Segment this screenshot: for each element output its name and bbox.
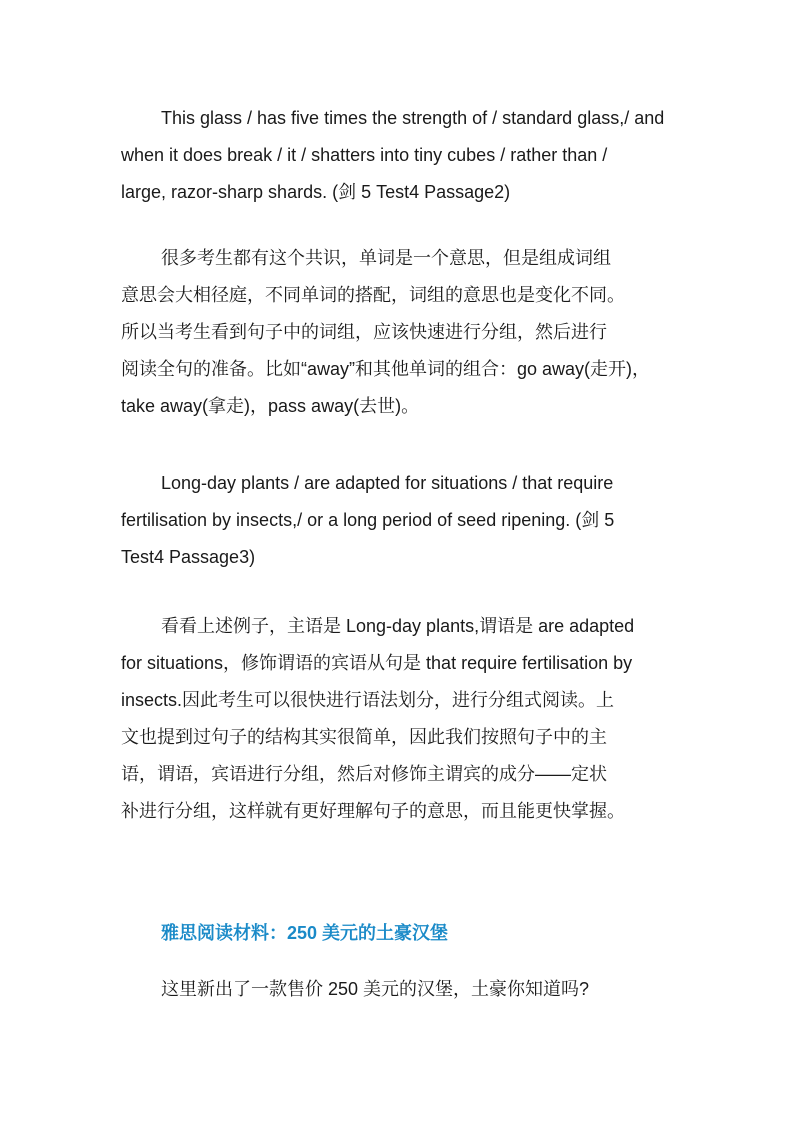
paragraph-phrase-grouping xyxy=(121,240,691,425)
text-line: 补进行分组，这样就有更好理解句子的意思，而且能更快掌握。 xyxy=(121,801,625,821)
text-line: Test4 Passage3) xyxy=(121,547,256,567)
section-heading: 雅思阅读材料：250 美元的土豪汉堡 xyxy=(161,923,449,943)
text-line: 文也提到过句子的结构其实很简单，因此我们按照句子中的主 xyxy=(121,727,607,747)
text-line: 很多考生都有这个共识，单词是一个意思，但是组成词组 xyxy=(161,248,611,268)
paragraph-burger-intro xyxy=(121,971,691,1008)
text-line: This glass / has five times the strength of / standard glass,/ and xyxy=(161,108,665,128)
text-line: insects.因此考生可以很快进行语法划分，进行分组式阅读。上 xyxy=(121,690,615,710)
text-line: fertilisation by insects,/ or a long period of seed ripening. (剑 5 xyxy=(121,510,615,530)
text-line: 意思会大相径庭，不同单词的搭配，词组的意思也是变化不同。 xyxy=(121,285,625,305)
text-line: when it does break / it / shatters into tiny cubes / rather than / xyxy=(121,145,608,165)
paragraph-analysis xyxy=(121,608,691,830)
text-line: Long-day plants / are adapted for situations / that require xyxy=(161,473,614,493)
text-line: take away(拿走)，pass away(去世)。 xyxy=(121,396,420,416)
text-line: 看看上述例子，主语是 Long-day plants,谓语是 are adapted xyxy=(161,616,635,636)
text-line: 这里新出了一款售价 250 美元的汉堡，土豪你知道吗? xyxy=(161,979,590,999)
text-line: 语，谓语，宾语进行分组，然后对修饰主谓宾的成分——定状 xyxy=(121,764,607,784)
text-line: 阅读全句的准备。比如“away”和其他单词的组合：go away(走开)， xyxy=(121,359,651,379)
text-line: large, razor-sharp shards. (剑 5 Test4 Passage2) xyxy=(121,182,511,202)
text-line: for situations，修饰谓语的宾语从句是 that require fertilisation by xyxy=(121,653,633,673)
paragraph-glass-example xyxy=(121,100,691,211)
text-line: 所以当考生看到句子中的词组，应该快速进行分组，然后进行 xyxy=(121,322,607,342)
paragraph-long-day-plants-example xyxy=(121,465,691,576)
